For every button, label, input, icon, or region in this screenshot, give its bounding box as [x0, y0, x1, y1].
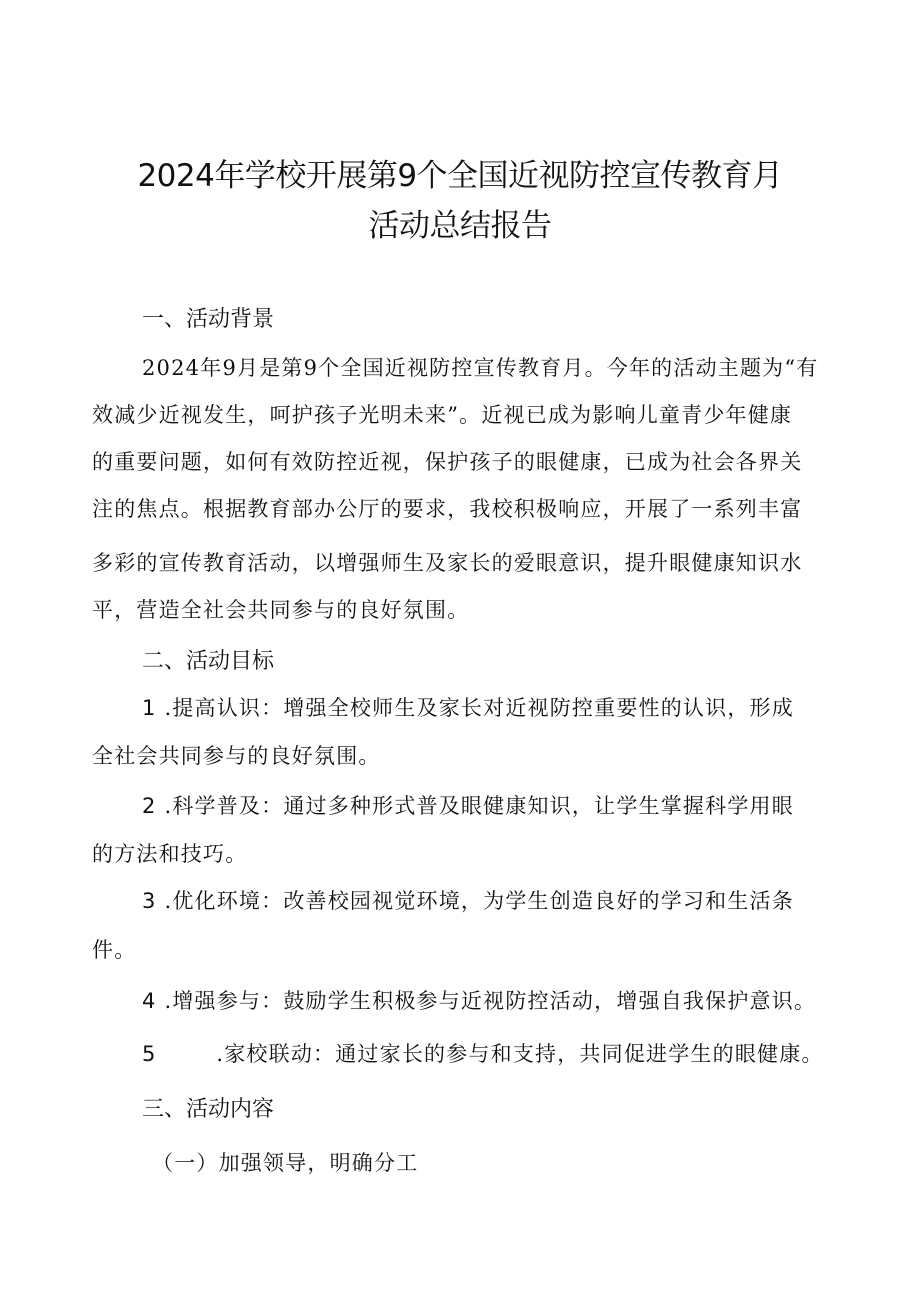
goal-item-1 [142, 692, 794, 722]
paragraph-line: 2024年9月是第9个全国近视防控宣传教育月。今年的活动主题为“有 [142, 356, 819, 380]
section-heading-background: 一、活动背景 [142, 307, 275, 332]
paragraph-line: 多彩的宣传教育活动，以增强师生及家长的爱眼意识，提升眼健康知识水 [92, 551, 803, 575]
goal-item-3 [142, 885, 794, 915]
document-title-line-2: 活动总结报告 [368, 208, 552, 244]
goal-text: .提高认识：增强全校师生及家长对近视防控重要性的认识，形成 [164, 696, 794, 720]
goal-number: 3 [142, 889, 157, 913]
goal-text: .优化环境：改善校园视觉环境，为学生创造良好的学习和生活条 [164, 889, 794, 913]
section-heading-goals: 二、活动目标 [142, 649, 275, 674]
goal-text: .科学普及：通过多种形式普及眼健康知识，让学生掌握科学用眼 [164, 794, 794, 818]
goal-item-2 [142, 790, 794, 820]
goal-number: 4 [142, 989, 157, 1013]
paragraph-line: 效减少近视发生，呵护孩子光明未来”。近视已成为影响儿童青少年健康 [92, 403, 793, 427]
goal-item-3-continued: 件。 [92, 938, 137, 962]
goal-item-1-continued: 全社会共同参与的良好氛围。 [92, 744, 381, 768]
goal-text: .家校联动：通过家长的参与和支持，共同促进学生的眼健康。 [216, 1042, 824, 1066]
goal-item-4 [142, 985, 816, 1015]
goal-number: 2 [142, 794, 157, 818]
document-title-line-1: 2024年学校开展第9个全国近视防控宣传教育月 [137, 158, 783, 194]
goal-number: 5 [142, 1042, 157, 1066]
subsection-heading: （一）加强领导，明确分工 [152, 1151, 419, 1175]
paragraph-line: 平，营造全社会共同参与的良好氛围。 [92, 598, 470, 622]
paragraph-line: 的重要问题，如何有效防控近视，保护孩子的眼健康，已成为社会各界关 [92, 450, 803, 474]
section-heading-content: 三、活动内容 [142, 1097, 275, 1122]
goal-text: .增强参与：鼓励学生积极参与近视防控活动，增强自我保护意识。 [164, 989, 817, 1013]
paragraph-line: 注的焦点。根据教育部办公厅的要求，我校积极响应，开展了一系列丰富 [92, 497, 803, 521]
goal-item-2-continued: 的方法和技巧。 [92, 842, 248, 866]
goal-number: 1 [142, 696, 157, 720]
goal-item-5 [142, 1038, 824, 1068]
